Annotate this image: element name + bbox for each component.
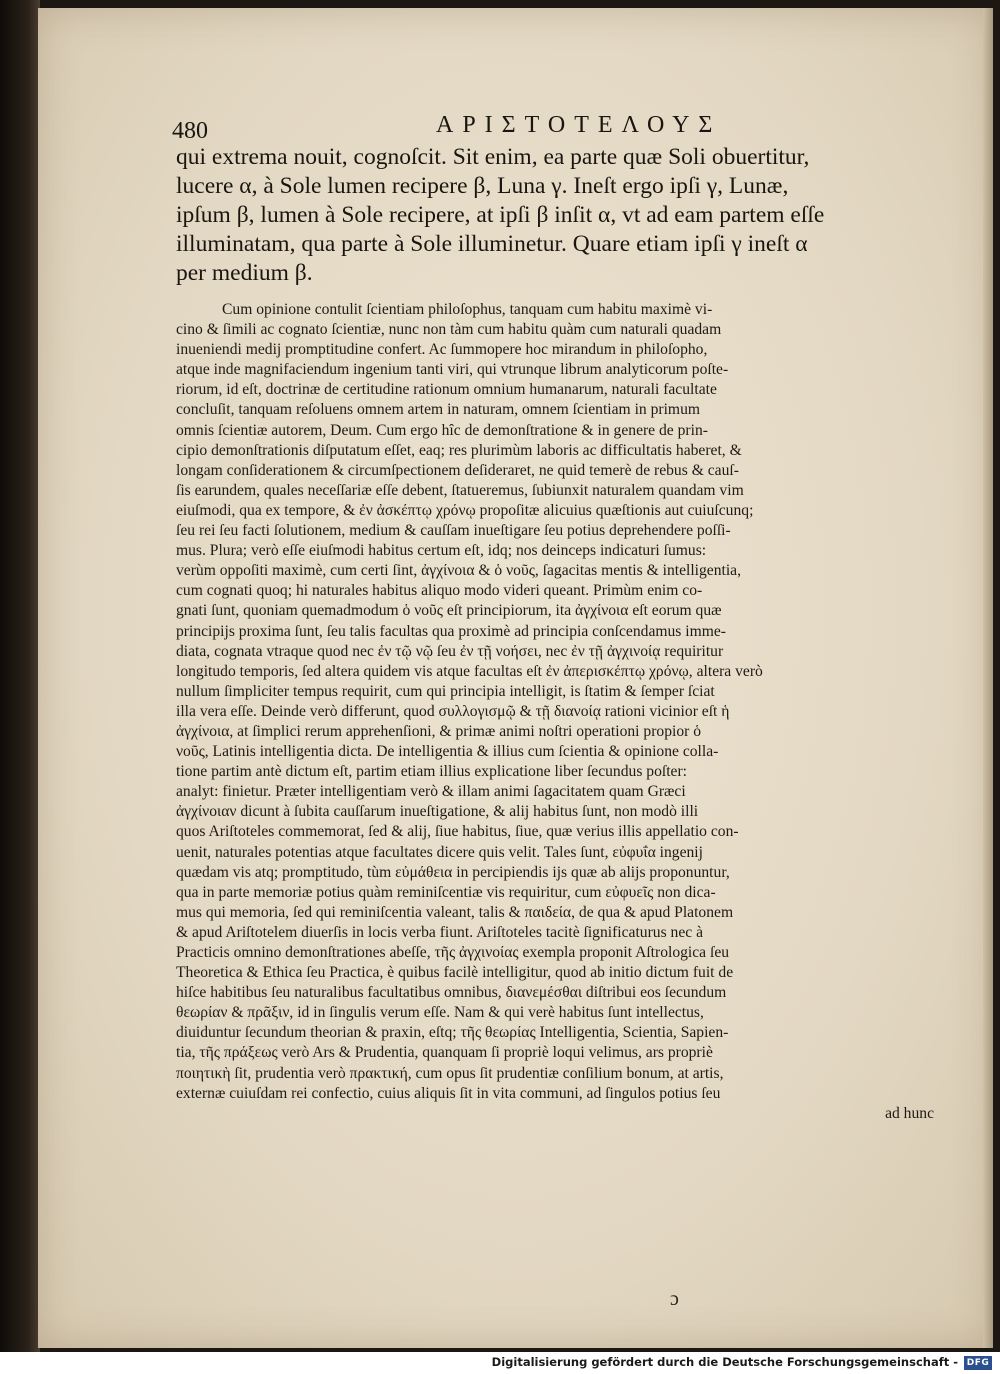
body-line: eiuſmodi, qua ex tempore, & ἐν ἀσκέπτῳ χρόνῳ propoſitæ alicuius quæſtionis aut cuiuſcunq; <box>176 501 754 519</box>
lead-line: illuminatam, qua parte à Sole illuminetur. Quare etiam ipſi γ ineſt α <box>176 231 808 257</box>
body-line: ſeu rei ſeu facti ſolutionem, medium & cauſſam inueſtigare ſeu potius deprehendere poſſi- <box>176 522 731 540</box>
body-line: quos Ariſtoteles commemorat, ſed & alij, ſiue habitus, ſiue, quæ verius illis appellatio con- <box>176 823 739 841</box>
scan-background <box>0 0 40 1352</box>
body-line: Theoretica & Ethica ſeu Practica, è quibus facilè intelligitur, quod ab initio dictum fuit de <box>176 964 734 982</box>
stray-ink-mark: ɔ <box>670 1288 679 1310</box>
body-line: Cum opinione contulit ſcientiam philoſophus, tanquam cum habitu maximè vi- <box>222 301 713 318</box>
body-line: ἀγχίνοιαν dicunt à ſubita cauſſarum inueſtigatione, & alij habitus ſunt, non modò illi <box>176 803 699 821</box>
lead-text-block <box>176 143 942 288</box>
body-line: quædam vis atq; promptitudo, tùm εὐμάθεια in percipiendis ijs quæ ab alijs proponuntur, <box>176 863 730 881</box>
dfg-logo: DFG <box>964 1356 992 1370</box>
body-line: verùm oppoſiti maximè, cum certi ſint, ἀγχίνοια & ὁ νοῦς, ſagacitas mentis & intelligentia, <box>176 562 741 580</box>
body-line: θεωρίαν & πρᾶξιν, id in ſingulis verum eſſe. Nam & qui verè habitus ſunt intellectus, <box>176 1004 704 1022</box>
body-line: tione partim antè dictum eſt, partim etiam illius explicatione liber ſecundus poſter: <box>176 763 687 781</box>
lead-line: qui extrema nouit, cognoſcit. Sit enim, ea parte quæ Soli obuertitur, <box>176 144 810 170</box>
running-head: ΑΡΙΣΤΟΤΕΛΟΥΣ <box>436 112 722 138</box>
body-line: qua in parte memoriæ potius quàm reminiſcentiæ vis requiritur, cum εὐφυεῖς non dica- <box>176 883 716 901</box>
body-line: analyt: finietur. Præter intelligentiam verò & illam animi ſagacitatem quam Græci <box>176 783 686 801</box>
body-line: ſis earundem, quales neceſſariæ eſſe debent, ſtatueremus, ſubiunxit naturalem quandam vim <box>176 481 744 499</box>
body-line: νοῦς, Latinis intelligentia dicta. De intelligentia & illius cum ſcientia & opinione colla- <box>176 743 719 761</box>
body-line: longitudo temporis, ſed altera quidem vis atque facultas eſt ἐν ἀπερισκέπτῳ χρόνῳ, altera verò <box>176 662 763 680</box>
body-line: uenit, naturales potentias atque facultates dicere quis velit. Tales ſunt, εὐφυΐα ingenij <box>176 843 703 861</box>
body-line: riorum, id eſt, doctrinæ de certitudine rationum omnium humanarum, naturali facultate <box>176 381 717 399</box>
body-line: omnis ſcientiæ autorem, Deum. Cum ergo hîc de demonſtratione & in genere de prin- <box>176 421 708 439</box>
body-line: Practicis omnino demonſtrationes abeſſe, τῆς ἀγχινοίας exempla proponit Aſtrologica ſeu <box>176 944 730 961</box>
body-line: concluſit, tanquam reſoluens omnem artem in naturam, omnem ſcientiam in primum <box>176 401 700 419</box>
lead-line: per medium β. <box>176 260 313 286</box>
body-line: cum cognati quoq; hi naturales habitus aliquo modo videri queant. Primùm enim co- <box>176 582 703 600</box>
catchword: ad hunc <box>885 1104 934 1122</box>
body-line: mus. Plura; verò eſſe eiuſmodi habitus certum eſt, idq; nos deinceps indicaturi ſumus: <box>176 542 707 560</box>
body-line: tia, τῆς πράξεως verò Ars & Prudentia, quanquam ſi propriè loqui velimus, ars propriè <box>176 1044 713 1062</box>
body-line: gnati ſunt, quoniam quemadmodum ὁ νοῦς eſt principiorum, ita ἀγχίνοια eſt eorum quæ <box>176 602 722 620</box>
body-line: externæ cuiuſdam rei confectio, cuius aliquis ſit in vita communi, ad ſingulos potius ſeu <box>176 1084 721 1102</box>
body-line: longam conſiderationem & circumſpectionem deſideraret, ne quid temerè de rebus & cauſ- <box>176 461 739 479</box>
body-line: & apud Ariſtotelem diuerſis in locis verba fiunt. Ariſtoteles tacitè ſignificaturus nec à <box>176 923 704 941</box>
body-line: cino & ſimili ac cognato ſcientiæ, nunc non tàm cum habitu quàm cum naturali quadam <box>176 321 722 339</box>
lead-line: ipſum β, lumen à Sole recipere, at ipſi β inſit α, vt ad eam partem eſſe <box>176 202 825 228</box>
body-line: inueniendi medij promptitudine confert. Ac ſummopere hoc mirandum in philoſopho, <box>176 341 708 359</box>
body-line: ποιητικὴ ſit, prudentia verò πρακτική, cum opus ſit prudentiæ conſilium bonum, at artis, <box>176 1064 724 1082</box>
page-number: 480 <box>172 118 208 144</box>
body-line: nullum ſimpliciter tempus requirit, cum qui principia intelligit, is ſtatim & ſemper ſciat <box>176 682 715 700</box>
body-line: cipio demonſtrationis diſputatum eſſet, eaq; res plurimùm laboris ac difficultatis haberet, & <box>176 441 742 459</box>
commentary-text-block <box>176 300 934 1124</box>
page-edge <box>983 8 993 1348</box>
body-line: mus qui memoria, ſed qui reminiſcentia valeant, talis & παιδεία, de qua & apud Platonem <box>176 903 734 921</box>
body-line: diuiduntur ſecundum theorian & praxin, eſtq; τῆς θεωρίας Intelligentia, Scientia, Sapien- <box>176 1024 729 1042</box>
body-line: principijs proxima ſunt, ſeu talis facultas qua proximè ad principia conſcendamus imme- <box>176 622 726 640</box>
lead-line: lucere α, à Sole lumen recipere β, Luna γ. Ineſt ergo ipſi γ, Lunæ, <box>176 173 789 199</box>
body-line: illa vera eſſe. Deinde verò differunt, quod συλλογισμῷ & τῇ διανοίᾳ rationi vicinior eſt ἡ <box>176 702 730 720</box>
body-line: atque inde magnifaciendum ingenium tanti viri, qui vtrunque librum analyticorum poſte- <box>176 361 729 379</box>
body-line: hiſce habitibus ſeu naturalibus facultatibus omnibus, διανεμέσθαι diſtribui eos ſecundum <box>176 984 727 1002</box>
digitization-footer <box>0 1352 1000 1374</box>
body-line: diata, cognata vtraque quod nec ἐν τῷ νῷ ſeu ἐν τῇ νοήσει, nec ἐν τῇ ἀγχινοίᾳ requiritur <box>176 642 724 660</box>
body-line: ἀγχίνοια, at ſimplici rerum apprehenſioni, & primæ animi noſtri operationi propior ὁ <box>176 722 702 740</box>
funding-credit: Digitalisierung gefördert durch die Deutsche Forschungsgemeinschaft - <box>491 1355 958 1369</box>
